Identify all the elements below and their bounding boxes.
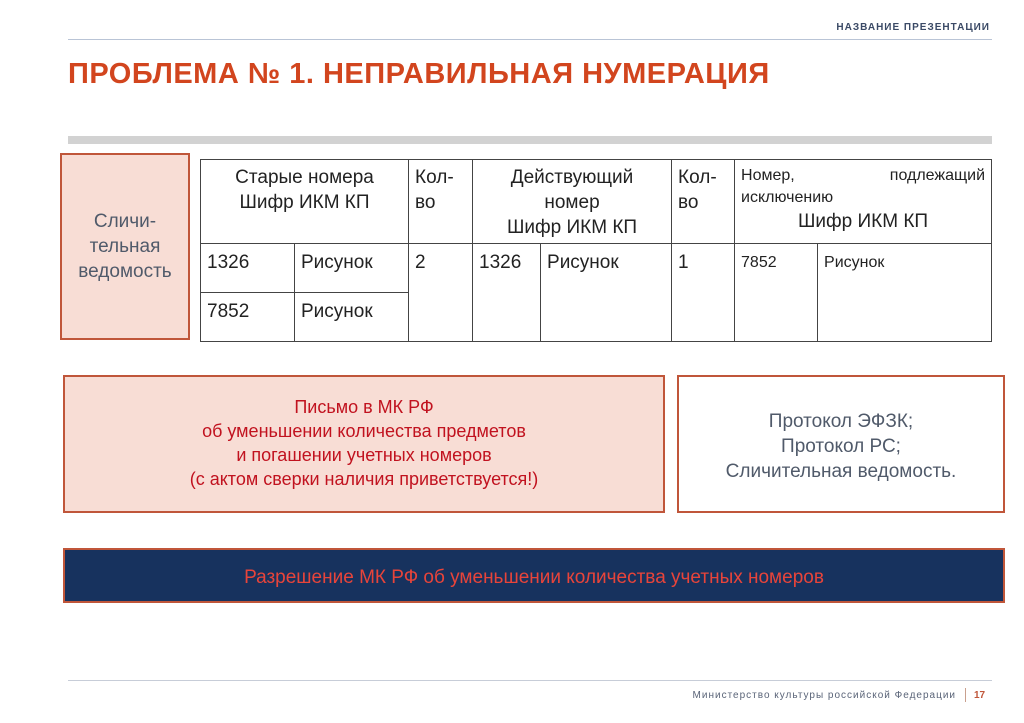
old-picture-cell: Рисунок [295, 244, 409, 293]
slide-title: ПРОБЛЕМА № 1. НЕПРАВИЛЬНАЯ НУМЕРАЦИЯ [68, 58, 770, 90]
excluded-number-cell: 7852 [735, 244, 818, 342]
header-text: во [415, 192, 436, 213]
protocol-box [677, 375, 1005, 513]
header-text: Кол- [415, 167, 454, 188]
permission-box: Разрешение МК РФ об уменьшении количества учетных номеров [63, 548, 1005, 603]
footer-separator [965, 688, 966, 702]
current-picture-cell: Рисунок [541, 244, 672, 342]
page-number: 17 [974, 690, 986, 701]
header-text: Старые номера [235, 167, 374, 188]
old-picture-cell: Рисунок [295, 293, 409, 342]
side-box-line: Сличи- [93, 211, 157, 232]
protocol-line: Протокол РС; [781, 436, 901, 457]
presentation-name: НАЗВАНИЕ ПРЕЗЕНТАЦИИ [836, 22, 990, 33]
numbering-table [200, 159, 992, 342]
header-text: во [678, 192, 699, 213]
protocol-line: Сличительная ведомость. [725, 461, 957, 482]
qty-1-cell: 2 [409, 244, 473, 342]
bottom-divider [68, 680, 992, 681]
header-text: подлежащий [889, 167, 986, 184]
header-text: Номер, [741, 167, 795, 184]
old-number-cell: 7852 [201, 293, 295, 342]
letter-box [63, 375, 665, 513]
header-qty-2 [672, 160, 735, 244]
letter-line: Письмо в МК РФ [294, 397, 434, 417]
header-text: номер [544, 192, 600, 213]
header-qty-1 [409, 160, 473, 244]
side-box-line: ведомость [78, 261, 172, 282]
header-text: Шифр ИКМ КП [506, 217, 638, 238]
top-divider [68, 39, 992, 40]
header-text: Шифр ИКМ КП [797, 211, 929, 232]
letter-line: и погашении учетных номеров [236, 445, 492, 465]
comparison-sheet-box [60, 153, 190, 340]
side-box-line: тельная [89, 236, 161, 257]
header-old-numbers [201, 160, 409, 244]
footer-organization: Министерство культуры российской Федерации [692, 690, 956, 701]
header-text: Действующий [510, 167, 634, 188]
letter-line: (с актом сверки наличия приветствуется!) [189, 469, 539, 489]
header-current-number [473, 160, 672, 244]
qty-2-cell: 1 [672, 244, 735, 342]
header-text: Кол- [678, 167, 717, 188]
header-text: исключению [741, 189, 834, 206]
header-excluded-number [735, 160, 992, 244]
protocol-line: Протокол ЭФЗК; [768, 411, 914, 432]
title-underline-bar [68, 136, 992, 144]
old-number-cell: 1326 [201, 244, 295, 293]
header-text: Шифр ИКМ КП [239, 192, 370, 213]
letter-line: об уменьшении количества предметов [202, 421, 526, 441]
excluded-picture-cell: Рисунок [818, 244, 992, 342]
current-number-cell: 1326 [473, 244, 541, 342]
